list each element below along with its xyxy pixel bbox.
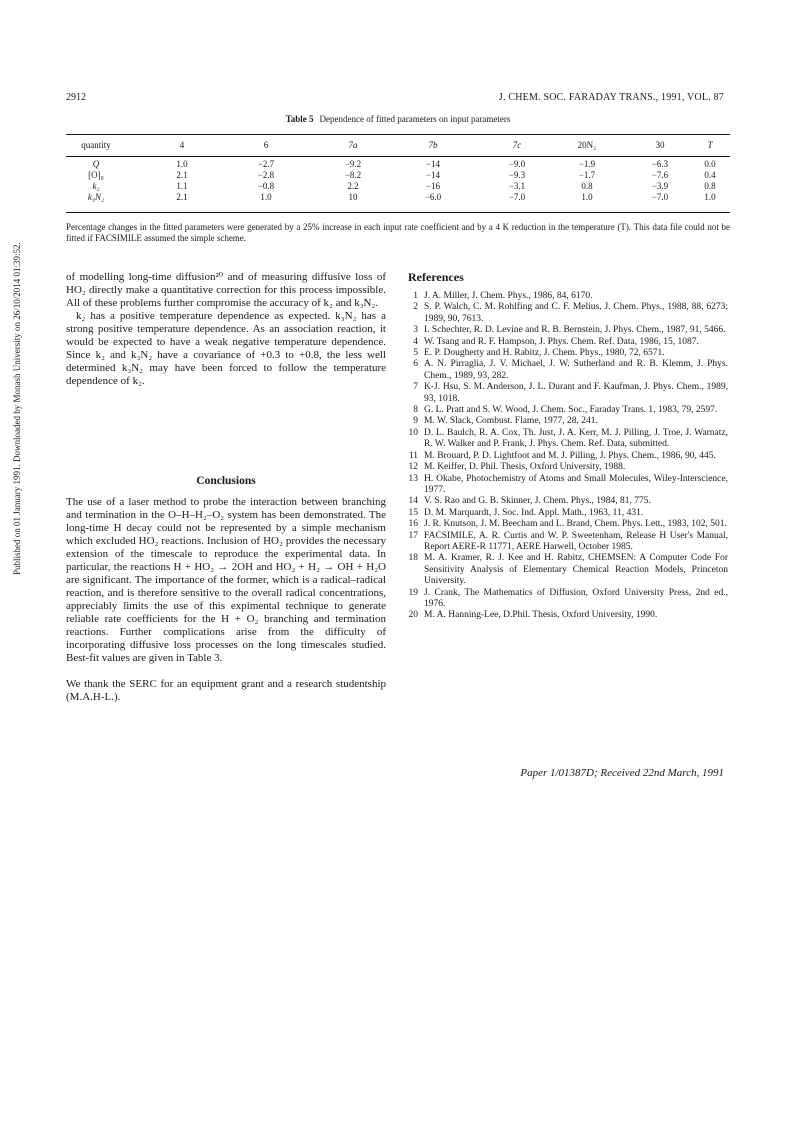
reference-number: 19 bbox=[408, 587, 418, 598]
reference-text: G. L. Pratt and S. W. Wood, J. Chem. Soc., Faraday Trans. 1, 1983, 79, 2597. bbox=[424, 405, 718, 416]
reference-text: M. A. Hanning-Lee, D.Phil. Thesis, Oxford University, 1990. bbox=[424, 610, 658, 621]
table-cell: −0.8 bbox=[257, 181, 275, 191]
reference-item bbox=[408, 302, 728, 325]
table-cell: −1.7 bbox=[578, 170, 596, 180]
reference-number: 6 bbox=[413, 359, 418, 370]
table-cell: −14 bbox=[425, 159, 441, 169]
reference-text: J. A. Miller, J. Chem. Phys., 1986, 84, 6170. bbox=[424, 291, 593, 301]
table-cell: −8.2 bbox=[344, 170, 362, 180]
reference-number: 7 bbox=[413, 382, 418, 393]
acknowledgement-paragraph: We thank the SERC for an equipment grant and a research studentship (M.A.H-L.). bbox=[66, 678, 386, 703]
table-cell: 1.0 bbox=[176, 159, 188, 169]
reference-text: V. S. Rao and G. B. Skinner, J. Chem. Phys., 1984, 81, 775. bbox=[424, 496, 651, 507]
table-cell: −3.1 bbox=[508, 181, 526, 191]
table-cell: −9.2 bbox=[344, 159, 362, 169]
download-watermark: Published on 01 January 1991. Downloaded by Monash University on 26/10/2014 01:39:52. bbox=[12, 242, 22, 575]
reference-item bbox=[408, 405, 728, 416]
table-cell: 2.1 bbox=[176, 170, 188, 180]
reference-number: 10 bbox=[408, 427, 418, 438]
table-cell: k₂ bbox=[92, 181, 100, 191]
reference-text: S. P. Walch, C. M. Rohlfing and C. F. Melius, J. Chem. Phys., 1988, 88, 6273; 1989, 90, 7613. bbox=[424, 302, 728, 324]
table-caption bbox=[0, 114, 796, 124]
table-row bbox=[66, 192, 730, 203]
reference-item bbox=[408, 462, 728, 473]
reference-number: 13 bbox=[408, 473, 418, 484]
left-column-top bbox=[66, 271, 386, 388]
reference-number: 11 bbox=[408, 450, 418, 461]
page-number: 2912 bbox=[66, 92, 86, 103]
reference-item bbox=[408, 519, 728, 530]
column-header: 6 bbox=[263, 140, 269, 150]
reference-item bbox=[408, 496, 728, 507]
table-cell: 1.0 bbox=[704, 192, 716, 202]
table-cell: 1.0 bbox=[581, 192, 593, 202]
table-header-row bbox=[66, 138, 730, 156]
reference-number: 14 bbox=[408, 496, 418, 507]
table-cell: −7.6 bbox=[651, 170, 669, 180]
reference-item bbox=[408, 610, 728, 621]
parameters-table bbox=[66, 138, 730, 203]
column-header: 7a bbox=[348, 140, 358, 150]
reference-text: M. A. Kramer, R. J. Kee and H. Rabitz, CHEMSEN: A Computer Code For Sensitivity Analysis of Elementary Chemical Reaction Models, Princeton University. bbox=[424, 553, 728, 587]
reference-item bbox=[408, 588, 728, 611]
reference-text: M. Brouard, P. D. Lightfoot and M. J. Pilling, J. Phys. Chem., 1986, 90, 445. bbox=[424, 450, 716, 461]
reference-text: M. Keiffer, D. Phil. Thesis, Oxford University, 1988. bbox=[424, 462, 626, 473]
table-cell: −9.3 bbox=[508, 170, 526, 180]
reference-item bbox=[408, 291, 728, 302]
table-cell: −1.9 bbox=[578, 159, 596, 169]
reference-number: 12 bbox=[408, 462, 418, 473]
reference-item bbox=[408, 325, 728, 336]
table-label: Table 5 bbox=[285, 114, 314, 124]
reference-item bbox=[408, 553, 728, 587]
reference-text: I. Schechter, R. D. Levine and R. B. Bernstein, J. Phys. Chem., 1987, 91, 5466. bbox=[424, 325, 726, 336]
reference-item bbox=[408, 451, 728, 462]
body-paragraph: of modelling long-time diffusion²⁰ and of measuring diffusive loss of HO₂ directly make a quantitative correction for this process impossible. All of these problems further compromise the accuracy of k₂ and k₃N₂. bbox=[66, 271, 386, 309]
reference-number: 8 bbox=[413, 405, 418, 416]
body-paragraph: k₂ has a positive temperature dependence as expected. k₃N₂ has a strong positive temperature dependence. As an association reaction, it would be expected to have a weak negative temperature dependence. Since k₂ and k₃N₂ have a covariance of +0.3 to +0.8, the less well determined k₃N₂ may have been forced to follow the temperature dependence of k₂. bbox=[66, 310, 386, 387]
reference-item bbox=[408, 382, 728, 405]
reference-number: 17 bbox=[408, 530, 418, 541]
reference-text: J. R. Knutson, J. M. Beecham and L. Brand, Chem. Phys. Lett., 1983, 102, 501. bbox=[424, 519, 727, 530]
table-cell: 2.2 bbox=[347, 181, 359, 191]
table-row bbox=[66, 181, 730, 192]
reference-text: J. Crank, The Mathematics of Diffusion, Oxford University Press, 2nd ed., 1976. bbox=[424, 587, 728, 609]
table-footnote: Percentage changes in the fitted parameters were generated by a 25% increase in each input rate coefficient and by a 4 K reduction in the temperature (T). This data file could not be fitted if FACSIMILE assumed the simple scheme. bbox=[66, 222, 730, 243]
table-bottom-rule bbox=[66, 212, 730, 213]
reference-text: A. N. Pirraglia, J. V. Michael, J. W. Sutherland and R. B. Klemm, J. Phys. Chem., 1989, 93, 282. bbox=[424, 359, 728, 381]
reference-item bbox=[408, 474, 728, 497]
table-cell: 1.0 bbox=[260, 192, 272, 202]
reference-text: H. Okabe, Photochemistry of Atoms and Small Molecules, Wiley-Interscience, 1977. bbox=[424, 473, 728, 495]
paper-received-line: Paper 1/01387D; Received 22nd March, 1991 bbox=[520, 767, 724, 779]
table-top-rule bbox=[66, 134, 730, 135]
reference-number: 15 bbox=[408, 507, 418, 518]
table-cell: −6.0 bbox=[424, 192, 442, 202]
table-cell: −3.9 bbox=[651, 181, 669, 191]
reference-item bbox=[408, 337, 728, 348]
column-header: 7b bbox=[428, 140, 438, 150]
reference-number: 9 bbox=[413, 416, 418, 427]
column-header: 30 bbox=[655, 140, 665, 150]
references-heading: References bbox=[408, 270, 464, 284]
table-cell: −7.0 bbox=[651, 192, 669, 202]
table-cell: 0.8 bbox=[704, 181, 716, 191]
table-cell: −2.7 bbox=[257, 159, 275, 169]
column-header: quantity bbox=[81, 140, 111, 150]
table-cell: 0.8 bbox=[581, 181, 593, 191]
column-header: 20N₂ bbox=[577, 140, 597, 150]
journal-header: J. CHEM. SOC. FARADAY TRANS., 1991, VOL. 87 bbox=[498, 92, 724, 103]
table-cell: [O]₀ bbox=[88, 170, 104, 180]
table-cell: −14 bbox=[425, 170, 441, 180]
reference-text: D. L. Baulch, R. A. Cox, Th. Just, J. A. Kerr, M. J. Pilling, J. Troe, J. Warnatz, R. W. Walker and P. Frank, J. Phys. Chem. Ref. Data, submitted. bbox=[424, 427, 728, 450]
table-cell: k₃N₂ bbox=[87, 192, 105, 202]
reference-number: 1 bbox=[413, 291, 418, 301]
reference-number: 5 bbox=[413, 348, 418, 359]
table-cell: 2.1 bbox=[176, 192, 188, 202]
table-cell: 0.4 bbox=[704, 170, 716, 180]
reference-item bbox=[408, 531, 728, 554]
conclusions-heading: Conclusions bbox=[196, 475, 256, 487]
reference-number: 16 bbox=[408, 519, 418, 530]
reference-text: K-J. Hsu, S. M. Anderson, J. L. Durant and F. Kaufman, J. Phys. Chem., 1989, 93, 1018. bbox=[424, 382, 728, 404]
table-cell: 10 bbox=[348, 192, 358, 202]
reference-text: FACSIMILE, A. R. Curtis and W. P. Sweetenham, Release H User's Manual, Report AERE-R 11771, AERE Harwell, October 1985. bbox=[424, 530, 728, 552]
left-column-bottom bbox=[66, 496, 386, 704]
reference-number: 20 bbox=[408, 610, 418, 621]
reference-item bbox=[408, 508, 728, 519]
reference-number: 18 bbox=[408, 553, 418, 564]
table-cell: Q bbox=[92, 159, 100, 169]
table-title: Dependence of fitted parameters on input parameters bbox=[319, 114, 511, 124]
reference-text: E. P. Dougherty and H. Rabitz, J. Chem. Phys., 1980, 72, 6571. bbox=[424, 348, 665, 359]
reference-item bbox=[408, 348, 728, 359]
table-cell: −2.8 bbox=[257, 170, 275, 180]
reference-item bbox=[408, 359, 728, 382]
column-header: 4 bbox=[179, 140, 185, 150]
table-cell: −7.0 bbox=[508, 192, 526, 202]
reference-text: M. W. Slack, Combust. Flame, 1977, 28, 241. bbox=[424, 416, 598, 427]
column-header: 7c bbox=[512, 140, 522, 150]
reference-number: 3 bbox=[413, 325, 418, 336]
table-cell: −6.3 bbox=[651, 159, 669, 169]
column-header: T bbox=[707, 140, 713, 150]
references-list bbox=[408, 291, 728, 622]
reference-text: D. M. Marquardt, J. Soc. Ind. Appl. Math., 1963, 11, 431. bbox=[424, 507, 644, 518]
table-cell: 0.0 bbox=[704, 159, 716, 169]
reference-text: W. Tsang and R. F. Hampson, J. Phys. Chem. Ref. Data, 1986, 15, 1087. bbox=[424, 336, 699, 347]
table-cell: −16 bbox=[425, 181, 441, 191]
table-cell: −9.0 bbox=[508, 159, 526, 169]
body-paragraph: The use of a laser method to probe the interaction between branching and termination in the O–H–H₂–O₂ system has been demonstrated. The long-time H decay could not be represented by a simple mechanism which excluded HO₂ reactions. Inclusion of HO₂ provides the necessary extension of the timescale to reproduce the experimental data. In particular, the reactions H + HO₂ → 2OH and HO₂ + H₂ → OH + H₂O are significant. The importance of the former, which is a radical–radical reaction, and is therefore sensitive to the overall radical concentrations, appreciably limits the use of this expimental technique to generate reliable rate coefficients for the H + O₂ branching and termination reactions. Further complications arise from the difficulty of incorporating diffusive loss processes on the long timescales studied. Best-fit values are given in Table 3. bbox=[66, 496, 386, 664]
table-row bbox=[66, 170, 730, 181]
reference-item bbox=[408, 416, 728, 427]
table-cell: 1.1 bbox=[176, 181, 188, 191]
table-row bbox=[66, 159, 730, 170]
reference-number: 2 bbox=[413, 302, 418, 313]
reference-item bbox=[408, 428, 728, 451]
reference-number: 4 bbox=[413, 336, 418, 347]
